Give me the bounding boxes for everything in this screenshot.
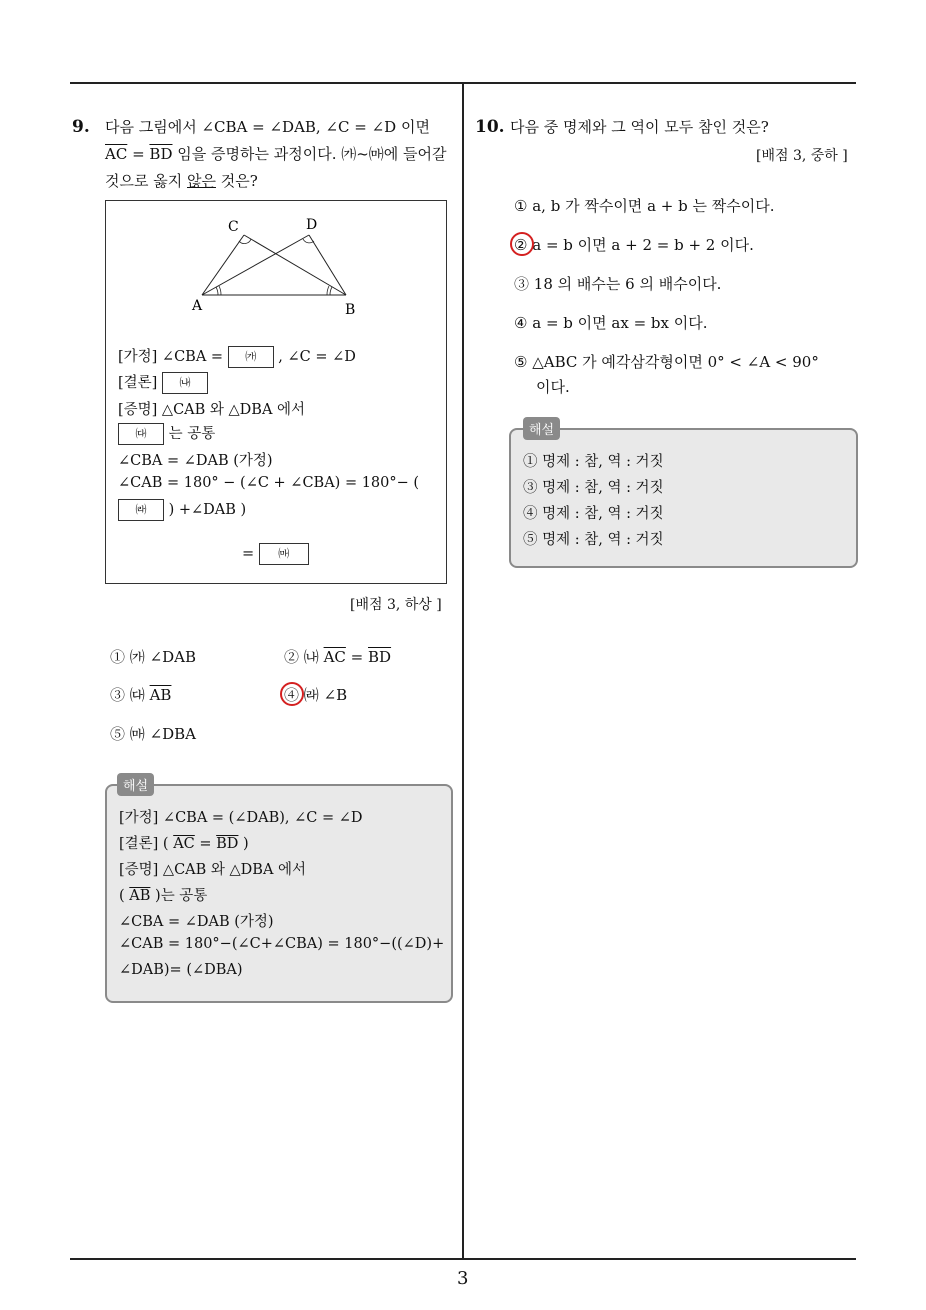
q9-option-3[interactable]: ③ ㈐ $\overline{AB}$: [110, 686, 172, 704]
fig-line-cab: ∠CAB = 180° − (∠C + ∠CBA) = 180°− (: [118, 475, 420, 491]
q10-option-2[interactable]: ② a = b 이면 a + 2 = b + 2 이다.: [514, 236, 754, 254]
q9-text-line2: $\overline{AC} = \overline{BD}$ 임을 증명하는 과정이다. ㈎~㈒에 들어갈: [105, 145, 447, 163]
blank-ra: ㈑: [118, 499, 164, 521]
q9-option-5[interactable]: ⑤ ㈒ ∠DBA: [110, 725, 197, 743]
q10-option-4[interactable]: ④ a = b 이면 ax = bx 이다.: [514, 314, 708, 332]
q10-solution-tag: 해설: [523, 417, 560, 440]
sol10-line-2: ③ 명제 : 참, 역 : 거짓: [523, 480, 664, 496]
bottom-rule: [70, 1258, 856, 1260]
q10-number: 10.: [475, 117, 505, 137]
q9-solution-box: [105, 784, 453, 1003]
blank-na: ㈏: [162, 372, 208, 394]
q9-text-line1: 다음 그림에서 ∠CBA = ∠DAB, ∠C = ∠D 이면: [105, 118, 430, 136]
sol-line-given: ∠CBA = ∠DAB (가정): [119, 914, 274, 930]
fig-line-ra: ㈑ ) +∠DAB ): [118, 499, 246, 521]
q10-option-3[interactable]: ③ 18 의 배수는 6 의 배수이다.: [514, 275, 722, 293]
sol10-line-4: ⑤ 명제 : 참, 역 : 거짓: [523, 532, 664, 548]
underlined-word: 않은: [187, 172, 216, 190]
segment-ac: $\overline{AC}$: [105, 145, 128, 163]
blank-ma: ㈒: [259, 543, 309, 565]
fig-line-given: ∠CBA = ∠DAB (가정): [118, 453, 273, 469]
q9-option-4[interactable]: ④ ㈑ ∠B: [284, 686, 348, 704]
blank-da: ㈐: [118, 423, 164, 445]
sol-line-proof: [증명] △CAB 와 △DBA 에서: [119, 862, 307, 878]
answer-mark-icon: [510, 232, 534, 256]
q10-score: [배점 3, 중하 ]: [756, 148, 848, 164]
triangle-diagram: [106, 201, 444, 331]
column-divider: [462, 84, 464, 1259]
q9-text-line3: 것으로 옳지 않은 것은?: [105, 172, 258, 190]
fig-line-ma: = ㈒: [242, 543, 309, 565]
q10-option-5-cont: 이다.: [536, 378, 570, 396]
label-a: A: [192, 298, 203, 314]
segment-bd: $\overline{BD}$: [149, 145, 173, 163]
label-d: D: [306, 217, 318, 233]
q9-solution-tag: 해설: [117, 773, 154, 796]
fig-line-conclusion: [결론] ㈏: [118, 371, 208, 394]
q9-figure-box: [105, 200, 447, 584]
answer-mark-icon: [280, 682, 304, 706]
label-b: B: [345, 302, 356, 318]
q10-text: 다음 중 명제와 그 역이 모두 참인 것은?: [510, 118, 769, 136]
q10-solution-box: [509, 428, 858, 568]
sol-line-hypothesis: [가정] ∠CBA = (∠DAB), ∠C = ∠D: [119, 810, 363, 826]
q9-option-2[interactable]: ② ㈏ $\overline{AC} = \overline{BD}$: [284, 648, 392, 666]
q10-option-5[interactable]: ⑤ △ABC 가 예각삼각형이면 0° < ∠A < 90°: [514, 353, 819, 371]
sol10-line-1: ① 명제 : 참, 역 : 거짓: [523, 454, 664, 470]
label-c: C: [228, 219, 239, 235]
sol10-line-3: ④ 명제 : 참, 역 : 거짓: [523, 506, 664, 522]
fig-line-hypothesis: [가정] ∠CBA = ㈎ , ∠C = ∠D: [118, 345, 356, 368]
q9-score: [배점 3, 하상 ]: [350, 597, 442, 613]
q10-option-1[interactable]: ① a, b 가 짝수이면 a + b 는 짝수이다.: [514, 197, 775, 215]
q9-number: 9.: [72, 117, 90, 137]
sol-line-common: ( $\overline{AB}$ )는 공통: [119, 888, 208, 904]
sol-line-cab: ∠CAB = 180°−(∠C+∠CBA) = 180°−((∠D)+: [119, 936, 445, 952]
sol-line-dba: ∠DAB)= (∠DBA): [119, 962, 243, 978]
sol-line-conclusion: [결론] ( $\overline{AC} = \overline{BD}$ ): [119, 836, 249, 852]
fig-line-proof: [증명] △CAB 와 △DBA 에서: [118, 402, 306, 418]
page-number: 3: [457, 1268, 469, 1289]
q9-option-1[interactable]: ① ㈎ ∠DAB: [110, 648, 197, 666]
fig-line-common: ㈐ 는 공통: [118, 422, 215, 445]
blank-ga: ㈎: [228, 346, 274, 368]
